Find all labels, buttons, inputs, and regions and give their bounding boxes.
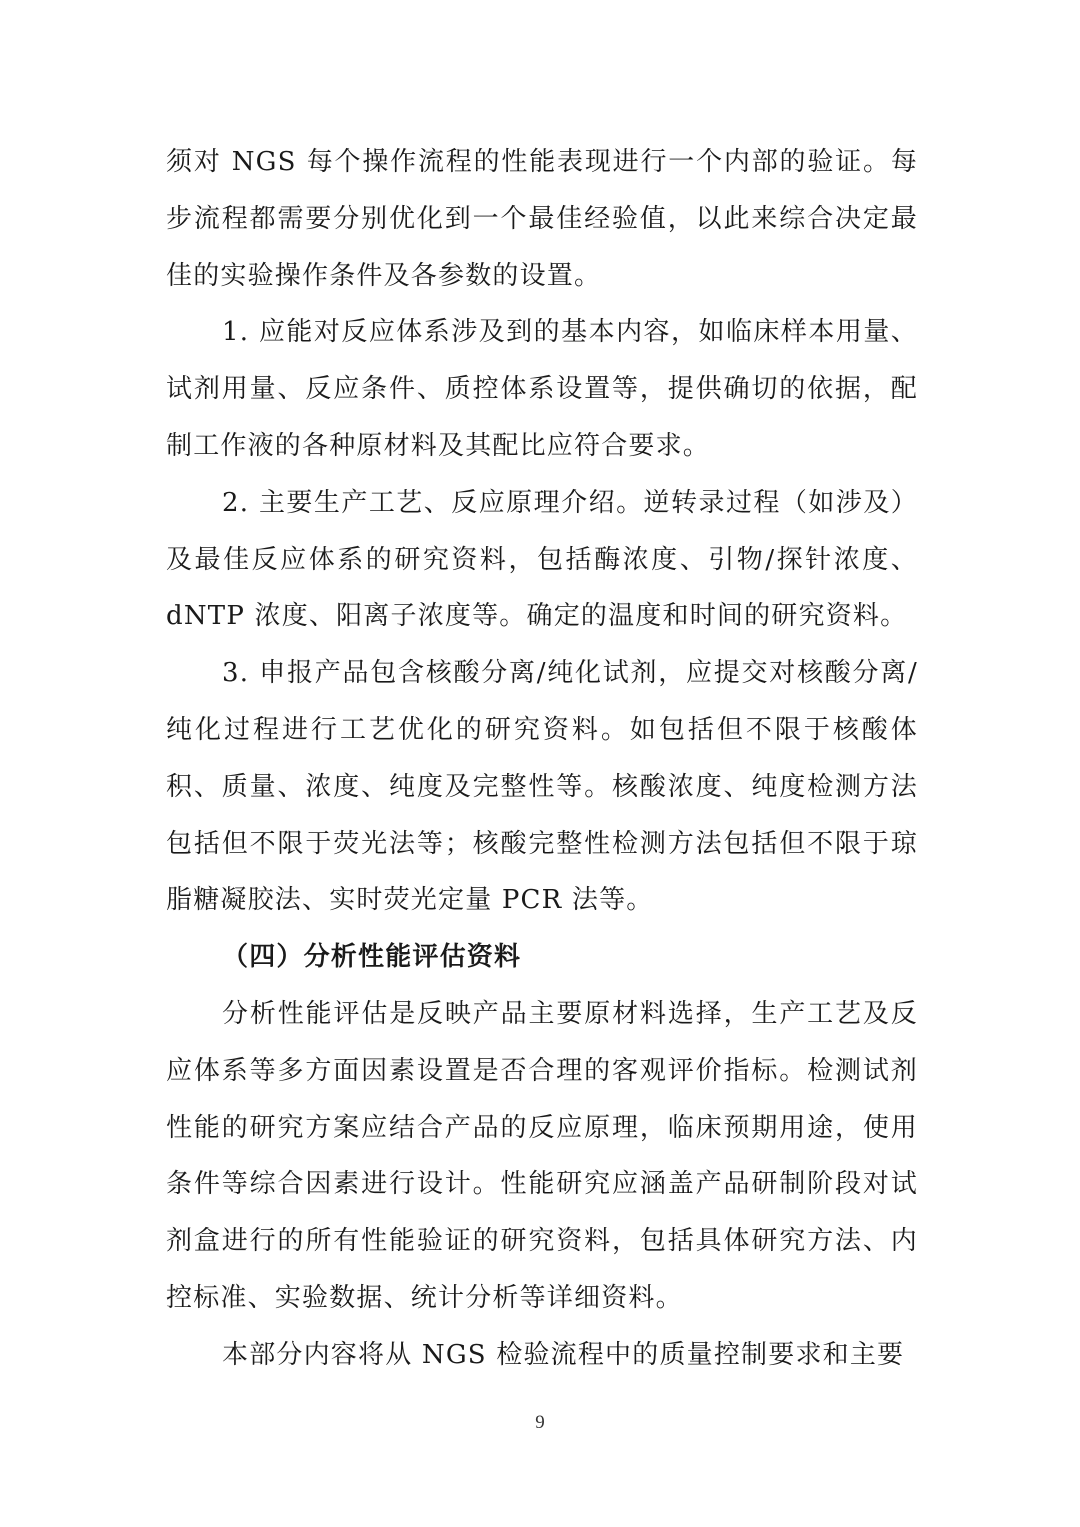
section-heading: （四）分析性能评估资料 bbox=[222, 942, 522, 973]
paragraph-item-2: 2. 主要生产工艺、反应原理介绍。逆转录过程（如涉及）及最佳反应体系的研究资料，包括酶浓度、引物/探针浓度、dNTP 浓度、阳离子浓度等。确定的温度和时间的研究资料。 bbox=[166, 487, 918, 632]
page-number: 9 bbox=[535, 1412, 545, 1433]
paragraph-item-3: 3. 申报产品包含核酸分离/纯化试剂，应提交对核酸分离/纯化过程进行工艺优化的研究资料。如包括但不限于核酸体积、质量、浓度、纯度及完整性等。核酸浓度、纯度检测方法包括但不限于荧光法等；核酸完整性检测方法包括但不限于琼脂糖凝胶法、实时荧光定量 PCR 法等。 bbox=[166, 658, 918, 916]
paragraph-analysis-performance: 分析性能评估是反映产品主要原材料选择，生产工艺及反应体系等多方面因素设置是否合理的客观评价指标。检测试剂性能的研究方案应结合产品的反应原理，临床预期用途，使用条件等综合因素进行设计。性能研究应涵盖产品研制阶段对试剂盒进行的所有性能验证的研究资料，包括具体研究方法、内控标准、实验数据、统计分析等详细资料。 bbox=[166, 998, 918, 1313]
page-body bbox=[166, 134, 918, 1384]
paragraph-section-intro: 本部分内容将从 NGS 检验流程中的质量控制要求和主要 bbox=[222, 1339, 905, 1370]
paragraph-continuation: 须对 NGS 每个操作流程的性能表现进行一个内部的验证。每步流程都需要分别优化到一个最佳经验值，以此来综合决定最佳的实验操作条件及各参数的设置。 bbox=[166, 147, 918, 291]
paragraph-item-1: 1. 应能对反应体系涉及到的基本内容，如临床样本用量、试剂用量、反应条件、质控体系设置等，提供确切的依据，配制工作液的各种原材料及其配比应符合要求。 bbox=[166, 317, 918, 461]
